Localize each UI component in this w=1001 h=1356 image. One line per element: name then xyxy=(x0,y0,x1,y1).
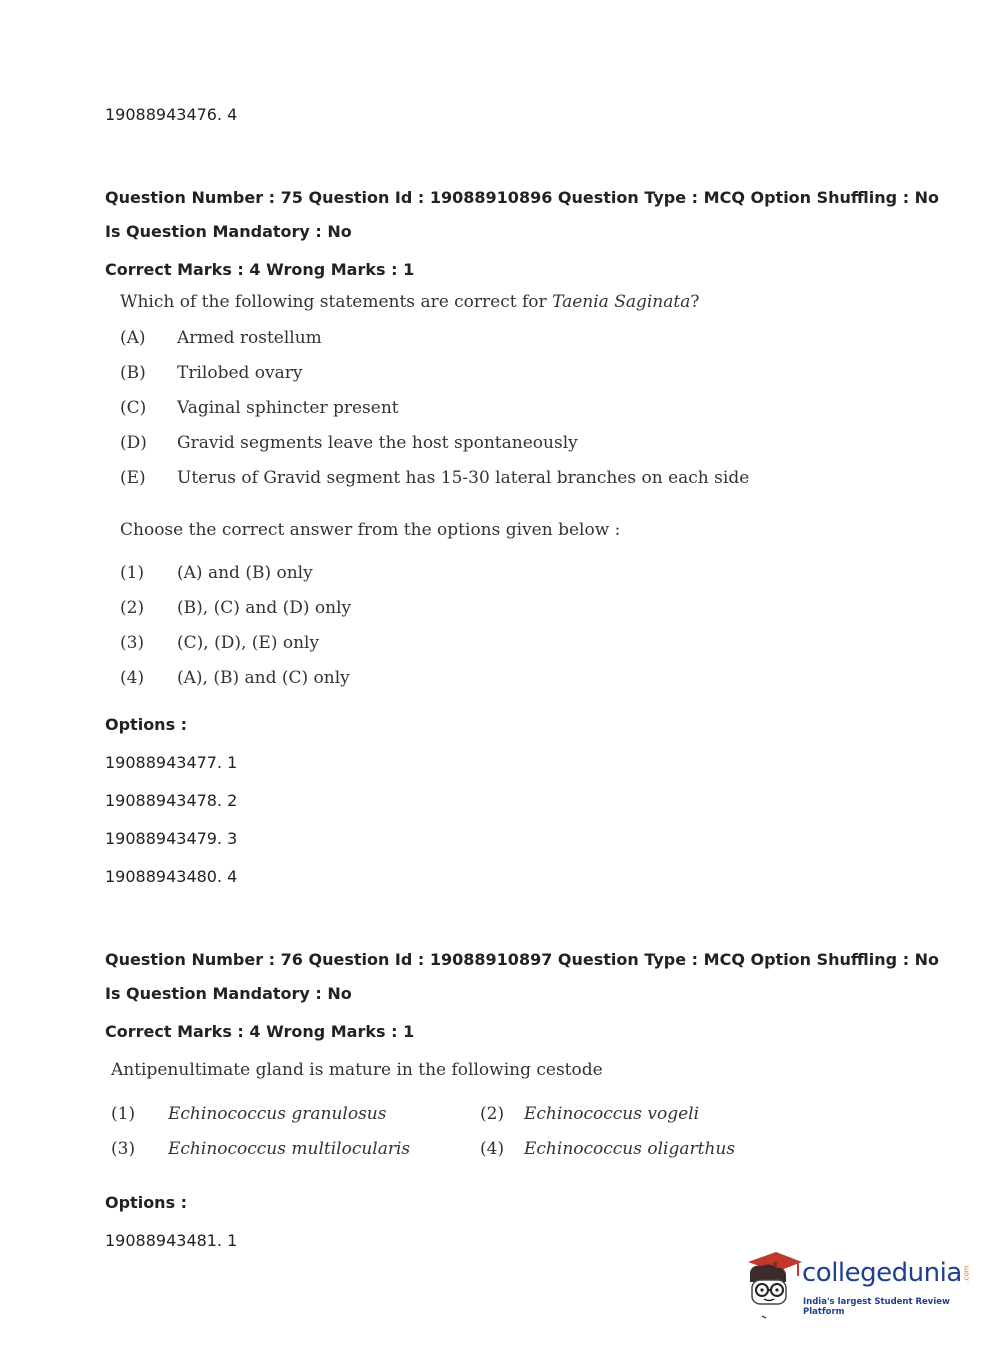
q75-stem-before: Which of the following statements are correct for xyxy=(120,292,553,312)
q75-stem-after: ? xyxy=(690,292,700,312)
q75-instruction: Choose the correct answer from the options given below : xyxy=(120,520,621,540)
q76-choice-label: (4) xyxy=(480,1139,505,1159)
q76-choice-label: (2) xyxy=(480,1104,505,1124)
q75-marks: Correct Marks : 4 Wrong Marks : 1 xyxy=(105,260,415,279)
mascot-icon xyxy=(740,1248,804,1320)
q76-choice-text: Echinococcus oligarthus xyxy=(524,1139,736,1159)
q75-stem-italic: Taenia Saginata xyxy=(552,292,691,312)
q75-option: 19088943479. 3 xyxy=(105,829,238,848)
prev-option: 19088943476. 4 xyxy=(105,105,238,124)
q75-choice-label: (3) xyxy=(120,633,145,653)
q75-stem xyxy=(120,292,699,312)
q76-stem: Antipenultimate gland is mature in the following cestode xyxy=(111,1060,603,1080)
logo-com: .com xyxy=(962,1265,971,1283)
q76-header: Question Number : 76 Question Id : 19088910897 Question Type : MCQ Option Shuffling : No xyxy=(105,950,940,969)
q76-choice-label: (3) xyxy=(111,1139,136,1159)
q76-choice-label: (1) xyxy=(111,1104,136,1124)
q75-statement-label: (E) xyxy=(120,468,146,488)
q75-option: 19088943478. 2 xyxy=(105,791,238,810)
q75-choice-text: (A), (B) and (C) only xyxy=(177,668,350,688)
q76-option: 19088943481. 1 xyxy=(105,1231,238,1250)
q75-statement-text: Gravid segments leave the host spontaneously xyxy=(177,433,578,453)
q76-mandatory: Is Question Mandatory : No xyxy=(105,984,352,1003)
q75-option: 19088943477. 1 xyxy=(105,753,238,772)
q75-option: 19088943480. 4 xyxy=(105,867,238,886)
q75-choice-label: (1) xyxy=(120,563,145,583)
q75-choice-label: (4) xyxy=(120,668,145,688)
q75-statement-label: (A) xyxy=(120,328,146,348)
q75-statement-text: Uterus of Gravid segment has 15-30 lateral branches on each side xyxy=(177,468,750,488)
collegedunia-logo xyxy=(740,1248,970,1320)
q76-marks: Correct Marks : 4 Wrong Marks : 1 xyxy=(105,1022,415,1041)
q75-mandatory: Is Question Mandatory : No xyxy=(105,222,352,241)
q75-statement-label: (B) xyxy=(120,363,146,383)
q75-choice-label: (2) xyxy=(120,598,145,618)
q75-statement-text: Armed rostellum xyxy=(177,328,322,348)
q76-options-heading: Options : xyxy=(105,1193,188,1212)
q75-choice-text: (A) and (B) only xyxy=(177,563,313,583)
logo-tagline: India's largest Student Review Platform xyxy=(803,1297,950,1317)
q75-header: Question Number : 75 Question Id : 19088910896 Question Type : MCQ Option Shuffling : No xyxy=(105,188,940,207)
q76-choice-text: Echinococcus multilocularis xyxy=(168,1139,411,1159)
q75-statement-label: (C) xyxy=(120,398,147,418)
logo-wordmark: collegedunia xyxy=(802,1258,962,1288)
q75-choice-text: (B), (C) and (D) only xyxy=(177,598,352,618)
q75-statement-text: Trilobed ovary xyxy=(177,363,303,383)
q75-options-heading: Options : xyxy=(105,715,188,734)
q75-choice-text: (C), (D), (E) only xyxy=(177,633,320,653)
q76-choice-text: Echinococcus vogeli xyxy=(524,1104,700,1124)
q75-statement-label: (D) xyxy=(120,433,147,453)
q76-choice-text: Echinococcus granulosus xyxy=(168,1104,387,1124)
q75-statement-text: Vaginal sphincter present xyxy=(177,398,399,418)
